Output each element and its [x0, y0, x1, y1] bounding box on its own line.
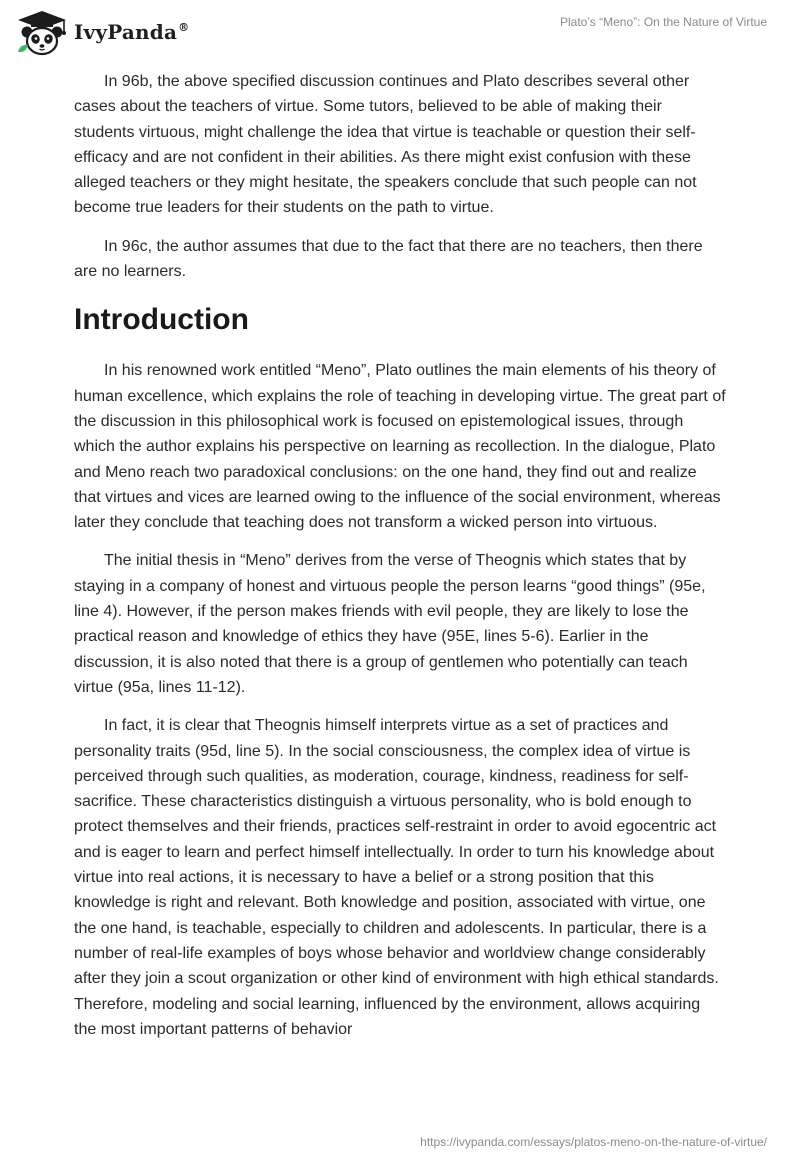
paragraph: In 96b, the above specified discussion continues and Plato describes several other cases about the teachers of virtue. Some tutors, believed to be able of making their students virtuous, might challenge the idea that virtue is teachable or question their self-efficacy and are not confident in their abilities. As there might exist confusion with these alleged teachers or they might hesitate, the speakers conclude that such people can not become true leaders for their students on the path to virtue.: [74, 73, 697, 217]
registered-mark: ®: [178, 21, 190, 35]
section-heading: Introduction: [74, 303, 249, 337]
document-title: Plato’s “Meno”: On the Nature of Virtue: [560, 15, 767, 29]
essay-body: [74, 69, 726, 1055]
paragraph: In 96c, the author assumes that due to the fact that there are no teachers, then there are no learners.: [74, 237, 703, 281]
page-header: [0, 0, 800, 62]
brand-name: IvyPanda®: [74, 20, 190, 44]
source-url[interactable]: https://ivypanda.com/essays/platos-meno-on-the-nature-of-virtue/: [420, 1135, 767, 1149]
paragraph: In fact, it is clear that Theognis himself interprets virtue as a set of practices and personality traits (95d, line 5). In the social consciousness, the complex idea of virtue is perceived through such qualities, as moderation, courage, kindness, readiness for self-sacrifice. These characteristics distinguish a virtuous personality, who is bold enough to protect themselves and their friends, practices self-restraint in order to avoid egocentric act and is eager to learn and perfect himself intellectually. In order to turn his knowledge about virtue into real actions, it is necessary to have a belief or a strong position that this knowledge is right and relevant. Both knowledge and position, associated with virtue, one the one hand, is teachable, especially to children and adolescents. In particular, there is a number of real-life examples of boys whose behavior and worldview change considerably after they join a scout organization or other kind of environment with high ethical standards. Therefore, modeling and social learning, influenced by the environment, allows acquiring the most important patterns of behavior: [74, 717, 719, 1038]
paragraph: In his renowned work entitled “Meno”, Plato outlines the main elements of his theory of human excellence, which explains the role of teaching in developing virtue. The great part of the discussion in this philosophical work is focused on epistemological issues, through which the author explains his perspective on learning as recollection. In the dialogue, Plato and Meno reach two paradoxical conclusions: on the one hand, they find out and realize that virtues and vices are learned owing to the influence of the social environment, whereas later they conclude that teaching does not transform a wicked person into virtuous.: [74, 362, 726, 532]
paragraph: The initial thesis in “Meno” derives from the verse of Theognis which states that by staying in a company of honest and virtuous people the person learns “good things” (95e, line 4). However, if the person makes friends with evil people, they are likely to lose the practical reason and knowledge of ethics they have (95E, lines 5-6). Earlier in the discussion, it is also noted that there is a group of gentlemen who potentially can teach virtue (95a, lines 11-12).: [74, 552, 706, 696]
brand-logo[interactable]: [14, 8, 189, 56]
panda-graduation-icon: [14, 8, 70, 56]
